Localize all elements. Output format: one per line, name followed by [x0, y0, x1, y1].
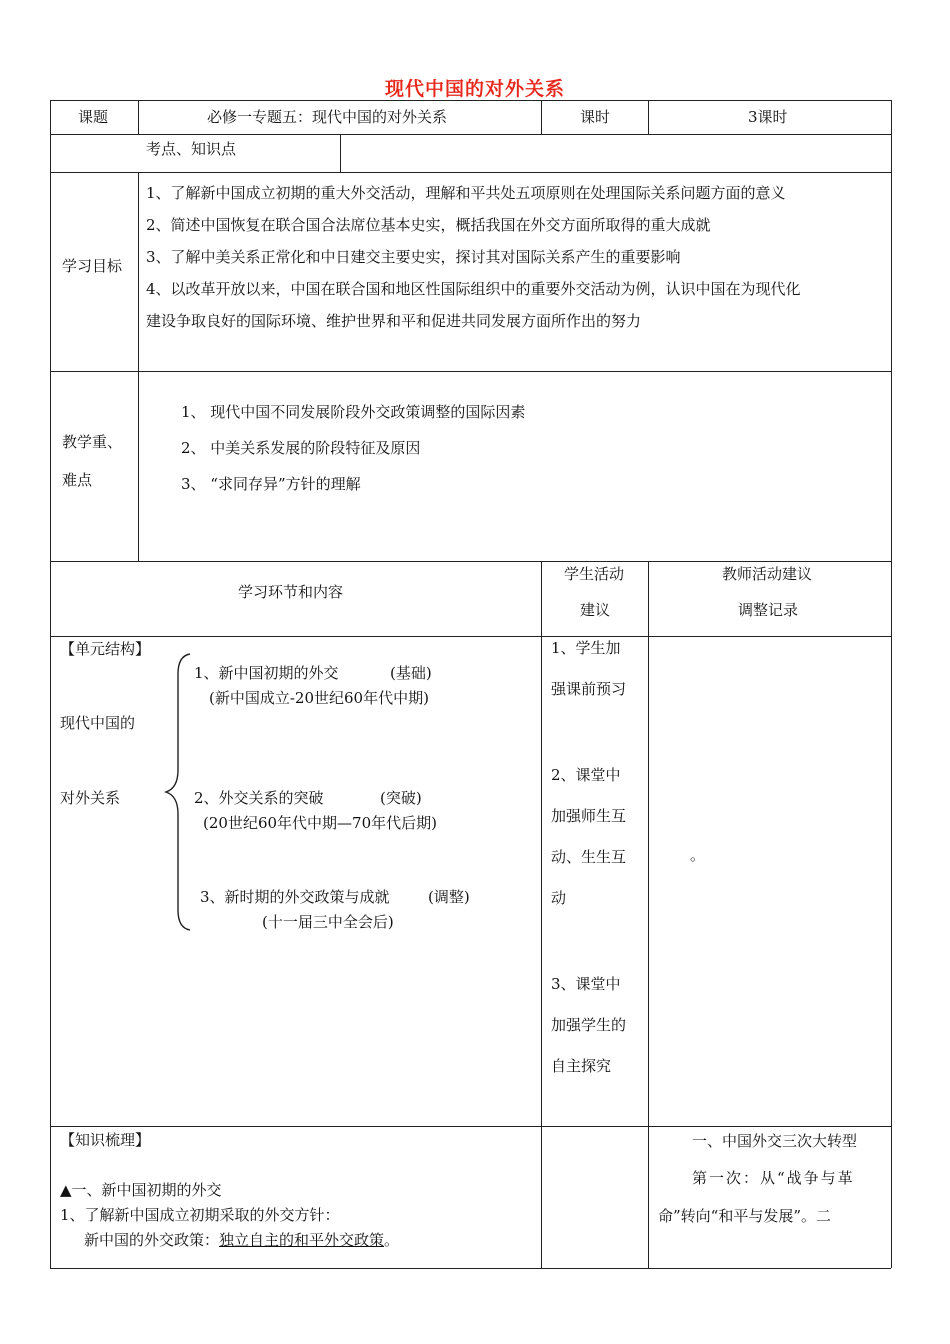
student-activity-line: 1、学生加: [551, 639, 621, 657]
objective-item: 3、了解中美关系正常化和中日建交主要史实，探讨其对国际关系产生的重要影响: [146, 248, 681, 266]
topic-label: 课题: [78, 108, 109, 126]
objective-item: 4、以改革开放以来，中国在联合国和地区性国际组织中的重要外交活动为例，认识中国在为现代化: [146, 280, 801, 298]
teacher-notes-line: 命”转向“和平与发展”。二: [658, 1207, 832, 1225]
topic-value: 必修一专题五：现代中国的对外关系: [207, 108, 448, 126]
hours-value: 3课时: [748, 108, 788, 126]
objective-item: 1、了解新中国成立初期的重大外交活动，理解和平共处五项原则在处理国际关系问题方面的意义: [146, 184, 786, 202]
objective-item: 建设争取良好的国际环境、维护世界和平和促进共同发展方面所作出的努力: [146, 312, 642, 330]
stage-name: 3、新时期的外交政策与成就: [200, 888, 390, 906]
student-activity-line: 动、生生互: [551, 848, 627, 866]
column-header-student: 建议: [580, 601, 611, 619]
objective-item: 2、简述中国恢复在联合国合法席位基本史实，概括我国在外交方面所取得的重大成就: [146, 216, 711, 234]
stage-tag: (调整): [428, 888, 470, 906]
student-activity-line: 自主探究: [551, 1057, 612, 1075]
student-activity-line: 加强师生互: [551, 807, 627, 825]
difficulty-item: 3、 “求同存异”方针的理解: [181, 475, 361, 493]
policy-end: 。: [384, 1231, 400, 1249]
difficulty-label: 难点: [62, 471, 93, 489]
stage-period: (十一届三中全会后): [262, 913, 394, 931]
unit-structure-heading: 【单元结构】: [60, 640, 151, 658]
page-title: 现代中国的对外关系: [384, 78, 565, 100]
teacher-note: 。: [690, 846, 706, 864]
hours-label: 课时: [580, 108, 611, 126]
stage-period: (20世纪60年代中期—70年代后期): [203, 814, 437, 832]
difficulty-item: 2、 中美关系发展的阶段特征及原因: [181, 439, 421, 457]
student-activity-line: 3、课堂中: [551, 975, 621, 993]
policy-label: 新中国的外交政策：: [84, 1231, 220, 1249]
knowledge-point: 1、了解新中国成立初期采取的外交方针：: [60, 1206, 340, 1224]
stage-name: 1、新中国初期的外交: [194, 664, 339, 682]
column-header-teacher: 调整记录: [738, 601, 799, 619]
teacher-notes-line: 一、中国外交三次大转型: [692, 1132, 858, 1150]
keypoints-label: 考点、知识点: [146, 140, 237, 158]
unit-root: 现代中国的: [60, 714, 136, 732]
knowledge-heading: 【知识梳理】: [60, 1131, 151, 1149]
stage-period: (新中国成立-20世纪60年代中期): [209, 689, 429, 707]
difficulty-label: 教学重、: [62, 433, 123, 451]
column-header-content: 学习环节和内容: [238, 583, 344, 601]
unit-root: 对外关系: [60, 789, 121, 807]
objectives-label: 学习目标: [62, 257, 123, 275]
student-activity-line: 动: [551, 889, 567, 907]
stage-tag: (基础): [390, 664, 432, 682]
student-activity-line: 强课前预习: [551, 680, 627, 698]
column-header-student: 学生活动: [564, 565, 625, 583]
knowledge-section: ▲一、新中国初期的外交: [60, 1181, 222, 1199]
difficulty-item: 1、 现代中国不同发展阶段外交政策调整的国际因素: [181, 403, 526, 421]
teacher-notes-line: 第一次：从“战争与革: [692, 1169, 855, 1187]
brace-icon: [162, 652, 194, 932]
stage-tag: (突破): [380, 789, 422, 807]
knowledge-policy: [84, 1233, 399, 1248]
student-activity-line: 加强学生的: [551, 1016, 627, 1034]
policy-value: 独立自主的和平外交政策: [219, 1231, 385, 1249]
column-header-teacher: 教师活动建议: [722, 565, 813, 583]
stage-name: 2、外交关系的突破: [194, 789, 324, 807]
student-activity-line: 2、课堂中: [551, 766, 621, 784]
